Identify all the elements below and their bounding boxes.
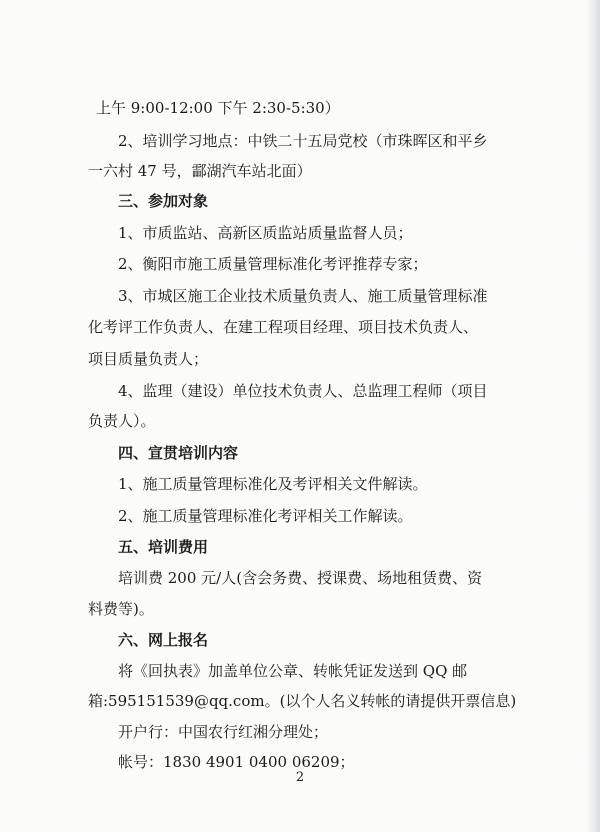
bank-name-line: 开户行：中国农行红湘分理处； (118, 723, 329, 741)
participant-item-2: 2、衡阳市施工质量管理标准化考评推荐专家； (118, 255, 428, 273)
content-item-1: 1、施工质量管理标准化及考评相关文件解读。 (118, 475, 428, 493)
content-item-2: 2、施工质量管理标准化考评相关工作解读。 (118, 507, 413, 525)
section-heading-participants: 三、参加对象 (118, 192, 209, 210)
page-number: 2 (295, 770, 305, 785)
training-location-continuation: 一六村 47 号，酃湖汽车站北面） (88, 162, 312, 180)
training-fee-continuation: 料费等)。 (88, 600, 154, 618)
section-heading-online-registration: 六、网上报名 (118, 631, 209, 649)
registration-instruction-line: 将《回执表》加盖单位公章、转帐凭证发送到 QQ 邮 (118, 662, 468, 680)
section-heading-training-content: 四、宣贯培训内容 (118, 444, 239, 462)
registration-email-line: 箱:595151539@qq.com。(以个人名义转帐的请提供开票信息) (88, 692, 517, 710)
training-fee-line: 培训费 200 元/人(含会务费、授课费、场地租赁费、资 (118, 569, 483, 587)
participant-item-3-continuation: 化考评工作负责人、在建工程项目经理、项目技术负责人、 (88, 318, 479, 336)
participant-item-1: 1、市质监站、高新区质监站质量监督人员； (118, 224, 413, 242)
participant-item-4: 4、监理（建设）单位技术负责人、总监理工程师（项目 (118, 382, 488, 400)
bank-account-line: 帐号：1830 4901 0400 06209； (118, 753, 355, 771)
participant-item-4-continuation: 负责人）。 (88, 412, 156, 430)
schedule-time-line: 上午 9:00-12:00 下午 2:30-5:30） (96, 99, 340, 117)
participant-item-3-continuation-2: 项目质量负责人； (88, 350, 209, 368)
training-location-line: 2、培训学习地点：中铁二十五局党校（市珠晖区和平乡 (118, 132, 488, 150)
section-heading-training-fee: 五、培训费用 (118, 538, 209, 556)
participant-item-3: 3、市城区施工企业技术质量负责人、施工质量管理标准 (118, 287, 488, 305)
